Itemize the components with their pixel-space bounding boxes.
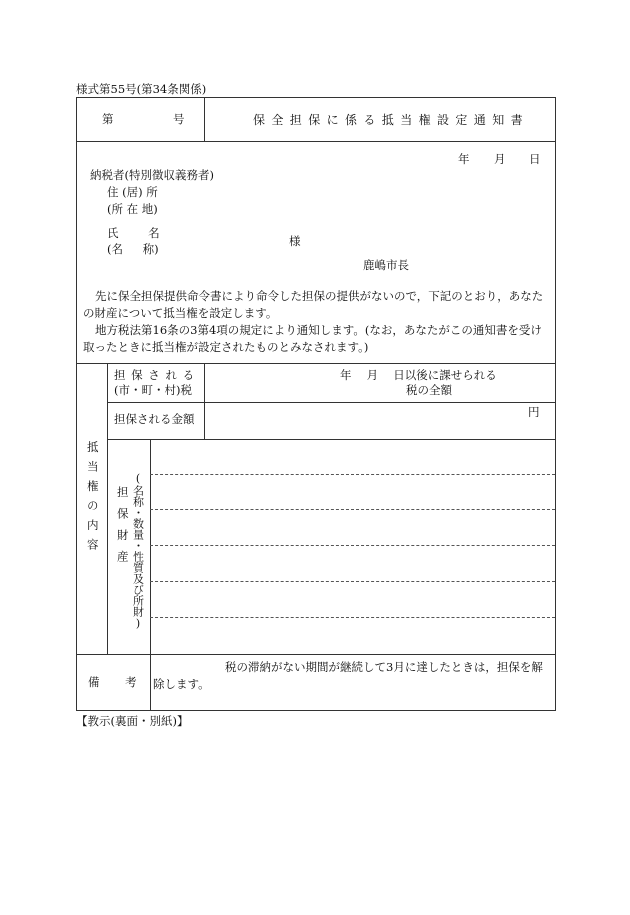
notice-form <box>76 97 556 711</box>
header-divider <box>204 98 205 141</box>
property-label <box>115 486 129 572</box>
property-label-text: 担保財産 <box>115 486 130 572</box>
property-sublabel <box>131 472 145 630</box>
tax-label-line-2: (市・町・村)税 <box>114 383 192 397</box>
tax-label-line-1: 担 保 さ れ る <box>114 368 196 382</box>
honorific: 様 <box>289 234 301 248</box>
notice-paragraph-1: 先に保全担保提供命令書により命令した担保の提供がないので，下記のとおり，あなたの財産について抵当権を設定します。 <box>83 289 544 320</box>
date-day: 日 <box>529 152 541 166</box>
notice-paragraph-2: 地方税法第16条の3第4項の規定により通知します。(なお，あなたがこの通知書を受け取ったときに抵当権が設定されたものとみなされます。) <box>83 323 542 354</box>
property-entry-line-2 <box>150 509 555 510</box>
amount-row-bottom-line <box>107 439 555 440</box>
name-label-alt: (名 称) <box>107 242 159 256</box>
property-entry-line-1 <box>150 474 555 475</box>
section-label-text: 抵当権の内容 <box>85 441 100 558</box>
instruction-footer: 【教示(裏面・別紙)】 <box>76 714 189 728</box>
property-entry-line-3 <box>150 545 555 546</box>
property-sublabel-text: (名称・数量・性質及び所財) <box>131 472 145 630</box>
date-year: 年 <box>458 152 470 166</box>
tax-value-line-1: 年 月 日以後に課せられる <box>340 368 497 382</box>
taxpayer-label: 納税者(特別徴収義務者) <box>90 168 214 182</box>
property-label-divider <box>150 439 151 655</box>
amount-unit: 円 <box>528 405 540 419</box>
content-section-bottom-line <box>77 654 555 655</box>
tax-label-divider <box>204 363 205 439</box>
date-month: 月 <box>494 152 506 166</box>
property-entry-line-5 <box>150 617 555 618</box>
section-label <box>85 441 99 558</box>
issuer: 鹿嶋市長 <box>363 258 409 272</box>
remarks-label: 備 考 <box>88 675 137 689</box>
number-prefix: 第 <box>102 112 114 126</box>
amount-label: 担保される金額 <box>114 412 195 426</box>
remarks-divider <box>150 654 151 710</box>
tax-row-bottom-line <box>107 402 555 403</box>
section-label-divider <box>107 363 108 655</box>
name-label: 氏 名 <box>107 226 160 240</box>
tax-value-line-2: 税の全額 <box>406 383 452 397</box>
property-entry-line-4 <box>150 581 555 582</box>
form-code: 様式第55号(第34条関係) <box>76 82 207 96</box>
address-label: 住 (居) 所 <box>107 185 158 199</box>
number-suffix: 号 <box>173 112 185 126</box>
remarks-text: 税の滞納がない期間が継続して3月に達したときは，担保を解除します。 <box>153 660 543 691</box>
header-bottom-line <box>77 141 555 142</box>
top-section-bottom-line <box>77 363 555 364</box>
document-title: 保全担保に係る抵当権設定通知書 <box>253 113 530 127</box>
location-label: (所 在 地) <box>107 202 158 216</box>
